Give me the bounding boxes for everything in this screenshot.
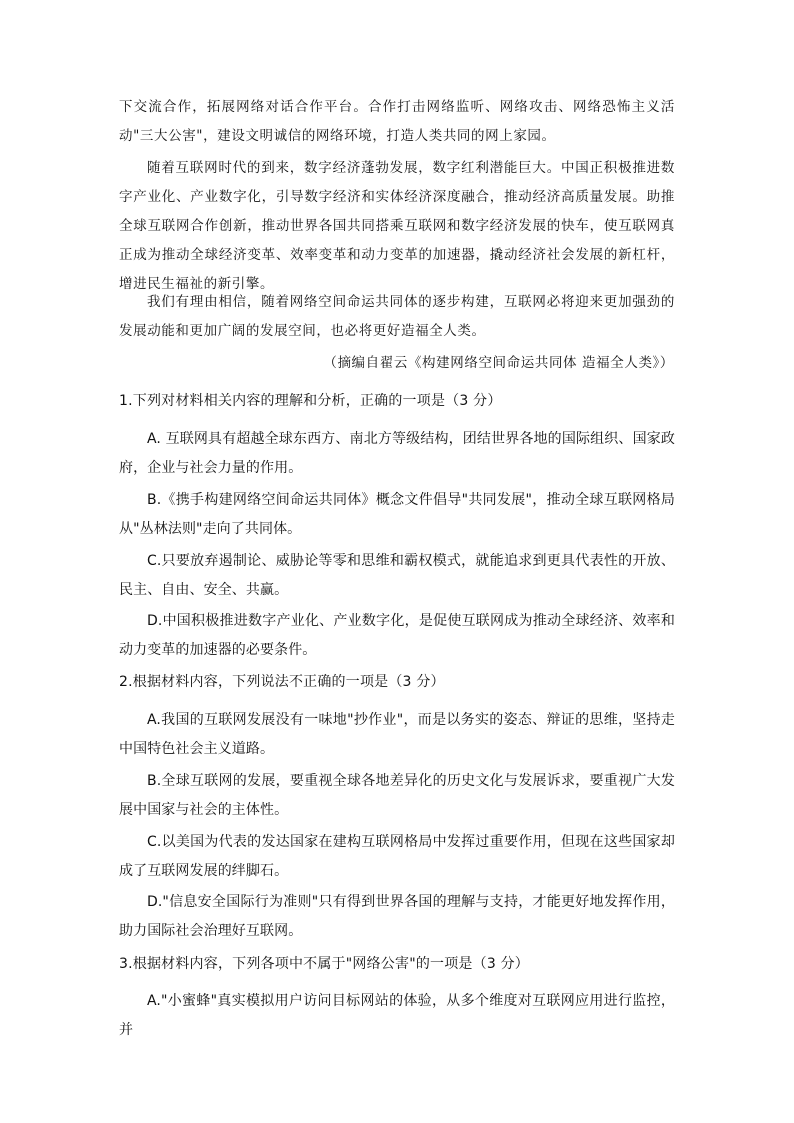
- question-1-option-b: B.《携手构建网络空间命运共同体》概念文件倡导"共同发展"，推动全球互联网格局从"丛林法则"走向了共同体。: [119, 492, 675, 537]
- question-1-option-c: C.只要放弃遏制论、威胁论等零和思维和霸权模式，就能追求到更具代表性的开放、民主、自由、安全、共赢。: [119, 553, 675, 598]
- passage-paragraph-2: 随着互联网时代的到来，数字经济蓬勃发展，数字红利潜能巨大。中国正积极推进数字产业化、产业数字化，引导数字经济和实体经济深度融合，推动经济高质量发展。助推全球互联网合作创新，推动世界各国共同搭乘互联网和数字经济发展的快车，使互联网真正成为推动全球经济变革、效率变革和动力变革的加速器，撬动经济社会发展的新杠杆，增进民生福祉的新引擎。: [119, 160, 675, 292]
- passage-paragraph-3: 我们有理由相信，随着网络空间命运共同体的逐步构建，互联网必将迎来更加强劲的发展动能和更加广阔的发展空间，也必将更好造福全人类。: [119, 294, 675, 339]
- question-2-option-c: C.以美国为代表的发达国家在建构互联网格局中发挥过重要作用，但现在这些国家却成了互联网发展的绊脚石。: [119, 834, 675, 879]
- question-2-stem: 2.根据材料内容，下列说法不正确的一项是（3 分）: [119, 674, 445, 690]
- question-2-option-a: A.我国的互联网发展没有一味地"抄作业"，而是以务实的姿态、辩证的思维，坚持走中国特色社会主义道路。: [119, 712, 675, 757]
- question-3-option-a: A."小蜜蜂"真实模拟用户访问目标网站的体验，从多个维度对互联网应用进行监控，并: [119, 993, 675, 1038]
- question-3-stem: 3.根据材料内容，下列各项中不属于"网络公害"的一项是（3 分）: [119, 956, 529, 972]
- passage-source: （摘编自翟云《构建网络空间命运共同体 造福全人类》）: [323, 355, 674, 371]
- question-2-option-b: B.全球互联网的发展，要重视全球各地差异化的历史文化与发展诉求，要重视广大发展中国家与社会的主体性。: [119, 773, 675, 818]
- question-2-option-d: D."信息安全国际行为准则"只有得到世界各国的理解与支持，才能更好地发挥作用，助力国际社会治理好互联网。: [119, 894, 675, 939]
- question-1-option-a: A. 互联网具有超越全球东西方、南北方等级结构，团结世界各地的国际组织、国家政府，企业与社会力量的作用。: [119, 431, 675, 476]
- passage-paragraph-1: 下交流合作，拓展网络对话合作平台。合作打击网络监听、网络攻击、网络恐怖主义活动"三大公害"，建设文明诚信的网络环境，打造人类共同的网上家园。: [119, 99, 675, 144]
- question-1-stem: 1.下列对材料相关内容的理解和分析，正确的一项是（3 分）: [119, 393, 502, 409]
- question-1-option-d: D.中国积极推进数字产业化、产业数字化，是促使互联网成为推动全球经济、效率和动力变革的加速器的必要条件。: [119, 613, 675, 658]
